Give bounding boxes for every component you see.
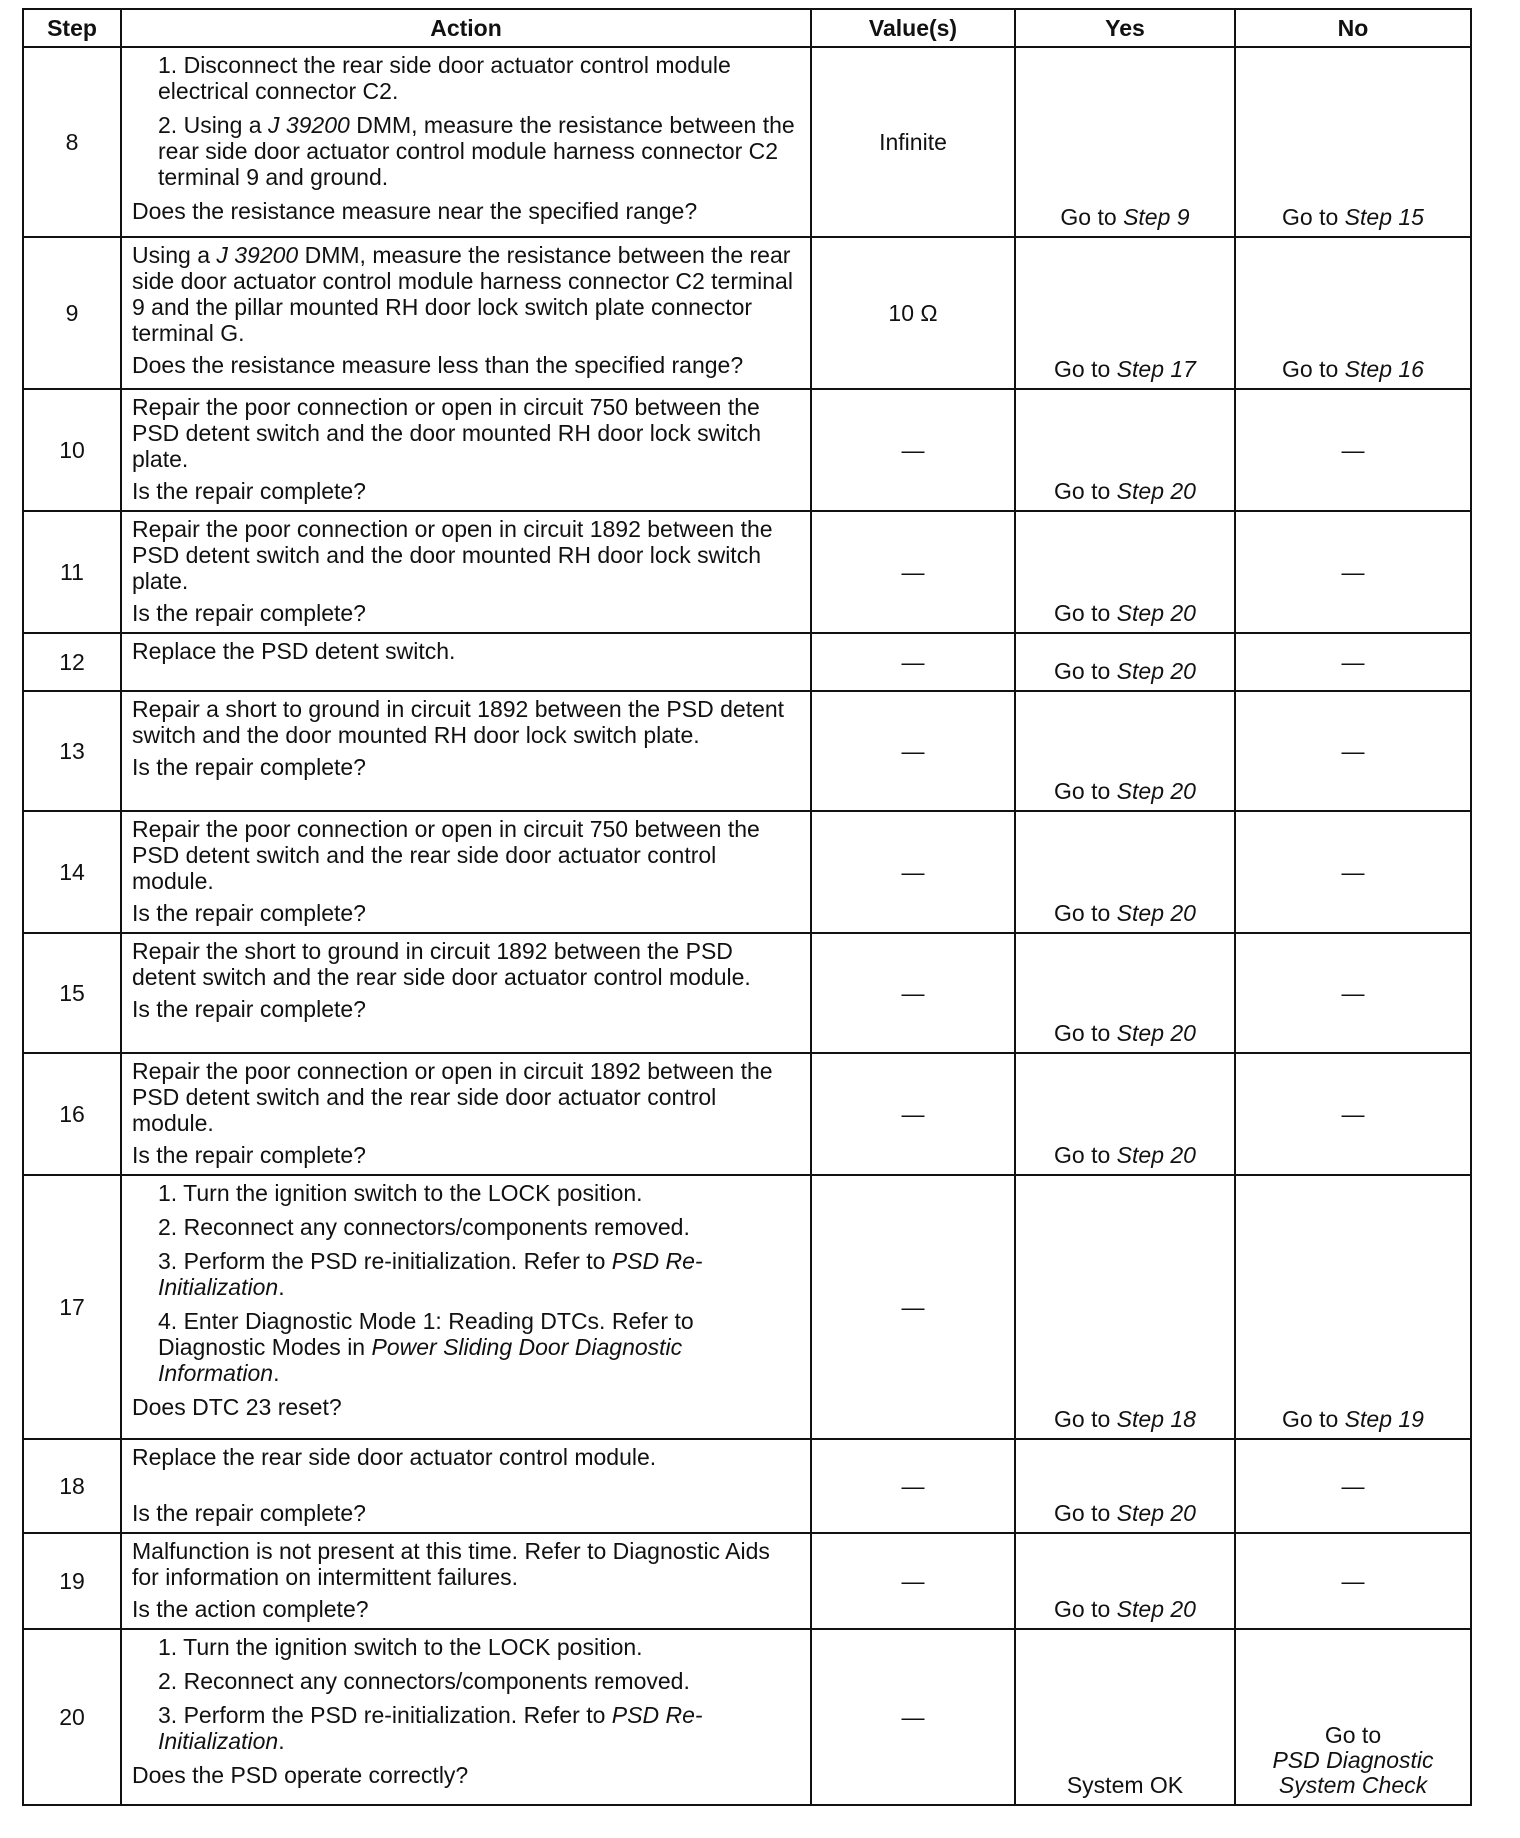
action-item: 4. Enter Diagnostic Mode 1: Reading DTCs. Refer to Diagnostic Modes in Power Sliding Door Diagnostic Information. [158, 1308, 694, 1386]
action-text: Repair the poor connection or open in circuit 1892 between the PSD detent switch and the rear side door actuator control module. [132, 1058, 773, 1136]
value-cell: — [811, 691, 1015, 811]
action-text: Using a J 39200 DMM, measure the resistance between the rear side door actuator control module harness connector C2 terminal 9 and the pillar mounted RH door lock switch plate connector terminal G. [132, 242, 793, 346]
action-cell [121, 633, 811, 691]
action-list [132, 52, 800, 190]
table-row [23, 691, 1471, 811]
action-text: Replace the PSD detent switch. [132, 638, 456, 664]
table-header-row [23, 9, 1471, 47]
action-question: Does the PSD operate correctly? [132, 1762, 469, 1788]
action-cell [121, 511, 811, 633]
step-number: 12 [23, 633, 121, 691]
step-link[interactable]: Step 17 [1116, 356, 1196, 382]
action-question: Is the repair complete? [132, 1142, 366, 1168]
value-cell: — [811, 1175, 1015, 1439]
reference-link[interactable]: PSD Diagnostic System Check [1272, 1747, 1434, 1798]
action-item: 1. Turn the ignition switch to the LOCK position. [158, 1634, 643, 1660]
diagnostic-table-page [22, 8, 1470, 1806]
diagnostic-table [22, 8, 1472, 1806]
yes-cell: Go to Step 20 [1015, 1533, 1235, 1629]
action-text: Repair the poor connection or open in circuit 750 between the PSD detent switch and the door mounted RH door lock switch plate. [132, 394, 761, 472]
action-question: Does the resistance measure less than the specified range? [132, 352, 744, 378]
action-question: Is the action complete? [132, 1596, 369, 1622]
value-cell: 10 Ω [811, 237, 1015, 389]
step-number: 19 [23, 1533, 121, 1629]
step-link[interactable]: Step 15 [1344, 204, 1424, 230]
action-item: 1. Turn the ignition switch to the LOCK position. [158, 1180, 643, 1206]
action-item: 2. Reconnect any connectors/components removed. [158, 1668, 690, 1694]
action-cell [121, 1439, 811, 1533]
yes-cell: Go to Step 20 [1015, 691, 1235, 811]
action-cell [121, 933, 811, 1053]
step-link[interactable]: Step 20 [1116, 1020, 1196, 1046]
step-link[interactable]: Step 19 [1344, 1406, 1424, 1432]
value-cell: — [811, 933, 1015, 1053]
no-cell: — [1235, 691, 1471, 811]
action-cell [121, 47, 811, 237]
no-cell: — [1235, 811, 1471, 933]
table-row [23, 1053, 1471, 1175]
action-text: Replace the rear side door actuator control module. [132, 1444, 657, 1470]
header-no: No [1235, 9, 1471, 47]
value-cell: Infinite [811, 47, 1015, 237]
value-cell: — [811, 389, 1015, 511]
table-row [23, 389, 1471, 511]
action-text: Repair a short to ground in circuit 1892 between the PSD detent switch and the door mounted RH door lock switch plate. [132, 696, 785, 748]
step-number: 13 [23, 691, 121, 811]
step-link[interactable]: Step 20 [1116, 478, 1196, 504]
step-link[interactable]: Step 20 [1116, 1500, 1196, 1526]
no-cell: Go to Step 16 [1235, 237, 1471, 389]
step-link[interactable]: Step 18 [1116, 1406, 1196, 1432]
value-cell: — [811, 811, 1015, 933]
action-cell [121, 1629, 811, 1805]
action-item: 1. Disconnect the rear side door actuator control module electrical connector C2. [158, 52, 731, 104]
yes-cell: Go to Step 20 [1015, 511, 1235, 633]
action-cell [121, 1533, 811, 1629]
step-link[interactable]: Step 20 [1116, 658, 1196, 684]
action-question: Is the repair complete? [132, 478, 366, 504]
table-row [23, 633, 1471, 691]
step-number: 20 [23, 1629, 121, 1805]
step-number: 18 [23, 1439, 121, 1533]
no-cell: — [1235, 1533, 1471, 1629]
action-item: 3. Perform the PSD re-initialization. Refer to PSD Re-Initialization. [158, 1702, 703, 1754]
no-cell: — [1235, 1439, 1471, 1533]
table-row [23, 511, 1471, 633]
yes-cell: Go to Step 17 [1015, 237, 1235, 389]
no-goto-label: Go to [1324, 1722, 1382, 1748]
step-link[interactable]: Step 20 [1116, 900, 1196, 926]
step-number: 15 [23, 933, 121, 1053]
table-row [23, 933, 1471, 1053]
value-cell: — [811, 511, 1015, 633]
yes-cell: Go to Step 20 [1015, 1053, 1235, 1175]
header-yes: Yes [1015, 9, 1235, 47]
yes-cell: Go to Step 9 [1015, 47, 1235, 237]
action-question: Is the repair complete? [132, 1500, 366, 1526]
yes-cell: Go to Step 20 [1015, 933, 1235, 1053]
value-cell: — [811, 633, 1015, 691]
no-cell: — [1235, 1053, 1471, 1175]
table-row [23, 47, 1471, 237]
action-text: Repair the poor connection or open in circuit 750 between the PSD detent switch and the rear side door actuator control module. [132, 816, 760, 894]
action-item: 2. Using a J 39200 DMM, measure the resistance between the rear side door actuator control module harness connector C2 terminal 9 and ground. [158, 112, 795, 190]
reference-link[interactable]: PSD Re-Initialization [158, 1702, 703, 1754]
action-cell [121, 811, 811, 933]
yes-cell: Go to Step 20 [1015, 1439, 1235, 1533]
action-question: Is the repair complete? [132, 996, 366, 1022]
action-question: Is the repair complete? [132, 754, 366, 780]
yes-cell: Go to Step 20 [1015, 811, 1235, 933]
step-link[interactable]: Step 9 [1123, 204, 1190, 230]
action-cell [121, 389, 811, 511]
no-cell: — [1235, 389, 1471, 511]
action-text: Repair the poor connection or open in circuit 1892 between the PSD detent switch and the door mounted RH door lock switch plate. [132, 516, 773, 594]
step-link[interactable]: Step 16 [1344, 356, 1424, 382]
yes-cell: Go to Step 18 [1015, 1175, 1235, 1439]
step-number: 8 [23, 47, 121, 237]
table-row [23, 1439, 1471, 1533]
action-list [132, 1634, 800, 1754]
step-link[interactable]: Step 20 [1116, 778, 1196, 804]
no-cell: — [1235, 511, 1471, 633]
step-link[interactable]: Step 20 [1116, 600, 1196, 626]
action-text: Malfunction is not present at this time. Refer to Diagnostic Aids for information on intermittent failures. [132, 1538, 770, 1590]
table-row [23, 1175, 1471, 1439]
header-action: Action [121, 9, 811, 47]
yes-cell: Go to Step 20 [1015, 389, 1235, 511]
value-cell: — [811, 1053, 1015, 1175]
step-number: 11 [23, 511, 121, 633]
table-row [23, 237, 1471, 389]
no-cell: — [1235, 633, 1471, 691]
action-item: 3. Perform the PSD re-initialization. Refer to PSD Re-Initialization. [158, 1248, 703, 1300]
action-question: Does DTC 23 reset? [132, 1394, 342, 1420]
no-cell: Go to Step 15 [1235, 47, 1471, 237]
action-question: Is the repair complete? [132, 900, 366, 926]
no-cell: — [1235, 933, 1471, 1053]
step-number: 10 [23, 389, 121, 511]
value-cell: — [811, 1533, 1015, 1629]
step-number: 16 [23, 1053, 121, 1175]
action-list [132, 1180, 800, 1386]
value-cell: — [811, 1439, 1015, 1533]
step-number: 17 [23, 1175, 121, 1439]
action-cell [121, 1053, 811, 1175]
yes-cell: Go to Step 20 [1015, 633, 1235, 691]
header-values: Value(s) [811, 9, 1015, 47]
no-cell [1235, 1629, 1471, 1805]
table-row [23, 1533, 1471, 1629]
step-number: 9 [23, 237, 121, 389]
value-cell: — [811, 1629, 1015, 1805]
table-row [23, 1629, 1471, 1805]
header-step: Step [23, 9, 121, 47]
step-link[interactable]: Step 20 [1116, 1596, 1196, 1622]
table-row [23, 811, 1471, 933]
reference-link[interactable]: Power Sliding Door Diagnostic Information [158, 1334, 683, 1386]
no-cell: Go to Step 19 [1235, 1175, 1471, 1439]
step-link[interactable]: Step 20 [1116, 1142, 1196, 1168]
action-question: Does the resistance measure near the specified range? [132, 198, 698, 224]
yes-cell: System OK [1015, 1629, 1235, 1805]
reference-link[interactable]: PSD Re-Initialization [158, 1248, 703, 1300]
action-item: 2. Reconnect any connectors/components removed. [158, 1214, 690, 1240]
action-cell [121, 237, 811, 389]
action-text: Repair the short to ground in circuit 1892 between the PSD detent switch and the rear side door actuator control module. [132, 938, 751, 990]
step-number: 14 [23, 811, 121, 933]
action-cell [121, 1175, 811, 1439]
action-question: Is the repair complete? [132, 600, 366, 626]
action-cell [121, 691, 811, 811]
